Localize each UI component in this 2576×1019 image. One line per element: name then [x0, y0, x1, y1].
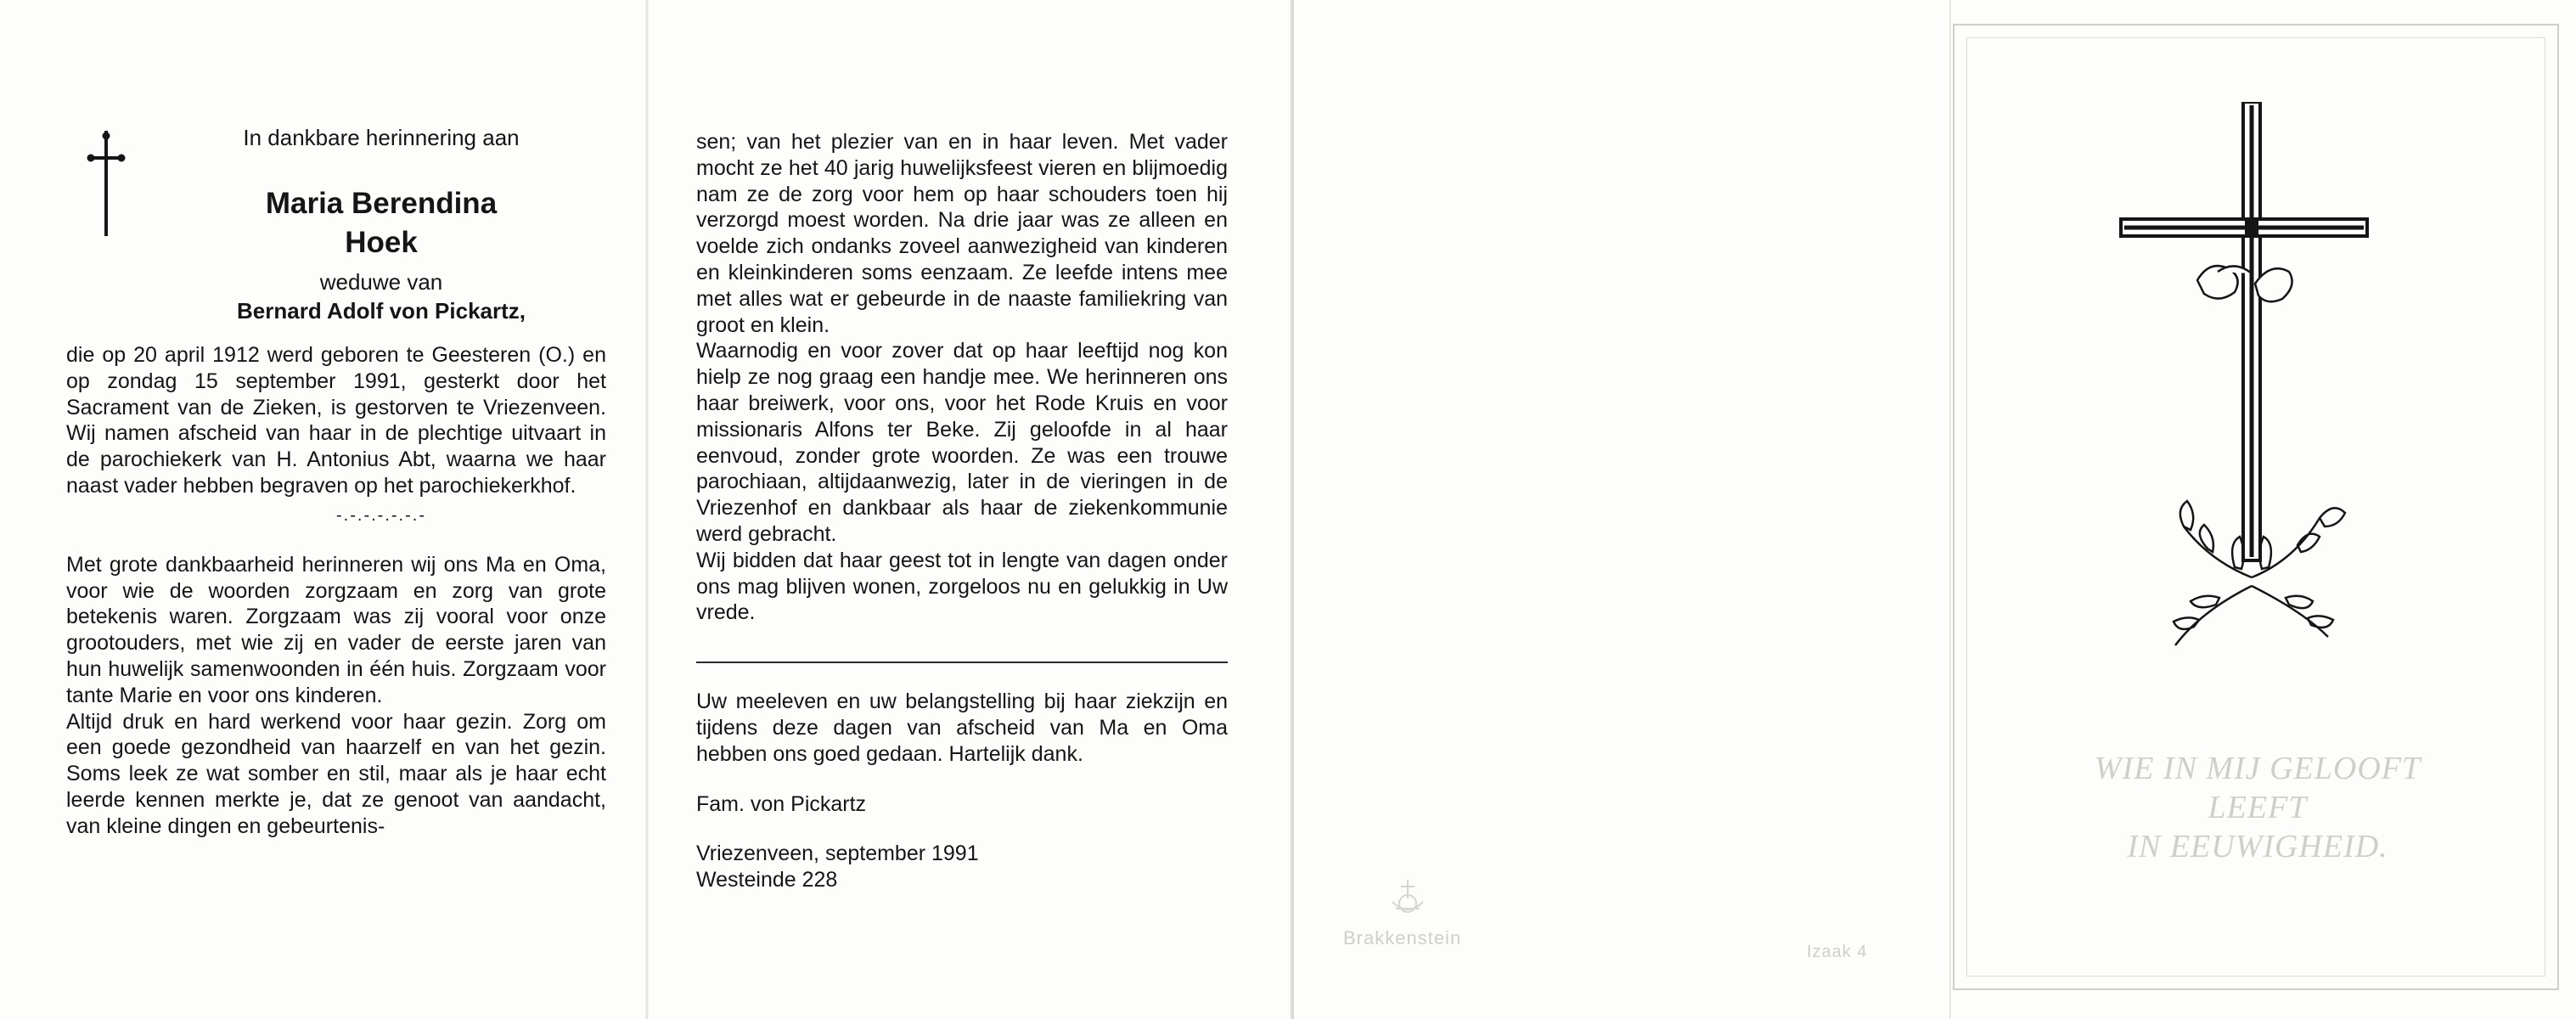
family-signature: Fam. von Pickartz: [696, 791, 867, 816]
biography-paragraph: die op 20 april 1912 werd geboren te Geesteren (O.) en op zondag 15 september 1991, gesterkt door het Sacrament van de Zieken, is gestorven te Vriezenveen. Wij namen afscheid van haar in de plechtige uitvaart in de parochiekerk van H. Antonius Abt, waarna we haar naast vader hebben begraven op het parochiekerkhof.: [66, 343, 606, 498]
place-date: Vriezenveen, september 1991: [696, 842, 979, 866]
thanks-paragraph: Uw meeleven en uw belangstelling bij haar ziekzijn en tijdens deze dagen van afscheid van Ma en Oma hebben ons goed gedaan. Hartelijk dank.: [696, 690, 1228, 766]
design-code: Izaak 4: [1807, 943, 1868, 961]
cross-with-lilies-icon: [2116, 102, 2388, 679]
deceased-name-line1: Maria Berendina: [265, 187, 498, 220]
verse-line: IN EEUWIGHEID.: [2127, 829, 2388, 864]
outer-fold: [1949, 0, 1951, 1019]
intro-line: In dankbare herinnering aan: [243, 125, 520, 150]
verse-line: LEEFT: [2208, 790, 2308, 825]
publisher-name: Brakkenstein: [1343, 927, 1462, 949]
cover-verse: [1954, 749, 2561, 866]
memory-paragraph: Waarnodig en voor zover dat op haar leeftijd nog kon hielp ze nog graag een handje mee. We herinneren ons haar breiwerk, voor ons, voor het Rode Kruis en voor missionaris Alfons ter Beke. Zij geloofde in al haar eenvoud, zonder grote woorden. Ze was een trouwe parochiaan, altijdaanwezig, later in de vieringen in de Vriezenhof en dankbaar als haar de ziekenkommunie werd gebracht.: [696, 339, 1228, 546]
inner-fold: [645, 0, 649, 1019]
separator: -.-.-.-.-.-.-: [336, 505, 426, 525]
publisher-logo-icon: [1382, 873, 1433, 924]
memory-paragraph: Met grote dankbaarheid herinneren wij ons Ma en Oma, voor wie de woorden zorgzaam en zorg van grote betekenis waren. Zorgzaam was zij vooral voor onze grootouders, met wie zij en vader de eerste jaren van hun huwelijk samenwoonden in één huis. Zorgzaam voor tante Marie en voor ons kinderen.: [66, 552, 606, 707]
deceased-name-line2: Hoek: [345, 226, 418, 259]
widow-of-line: weduwe van: [319, 269, 443, 295]
divider: [696, 662, 1228, 663]
memory-paragraph: Altijd druk en hard werkend voor haar gezin. Zorg om een goede gezondheid van haarzelf en van het gezin. Soms leek ze wat somber en stil, maar als je haar echt leerde kennen merkte je, dat ze genoot van aandacht, van kleine dingen en gebeurtenis-: [66, 709, 606, 838]
right-text-column: [696, 129, 1228, 893]
address: Westeinde 228: [696, 868, 838, 892]
husband-name: Bernard Adolf von Pickartz,: [237, 298, 526, 324]
prayer-paragraph: Wij bidden dat haar geest tot in lengte van dagen onder ons mag blijven wonen, zorgeloos nu en gelukkig in Uw vrede.: [696, 548, 1228, 625]
sheet-gap: [1291, 0, 1294, 1019]
verse-line: WIE IN MIJ GELOOFT: [2094, 751, 2421, 786]
memory-paragraph: sen; van het plezier van en in haar leven. Met vader mocht ze het 40 jarig huwelijksfeest vieren en blijmoedig nam ze de zorg voor hem op haar schouders toen hij verzorgd moest worden. Na drie jaar was ze alleen en voelde zich ondanks zoveel aanwezigheid van kinderen en kleinkinderen soms eenzaam. Ze leefde intens mee met alles wat er gebeurde in de naaste familiekring van groot en klein.: [696, 130, 1228, 337]
left-text-column: [66, 123, 606, 840]
cover-card: [1953, 24, 2559, 990]
